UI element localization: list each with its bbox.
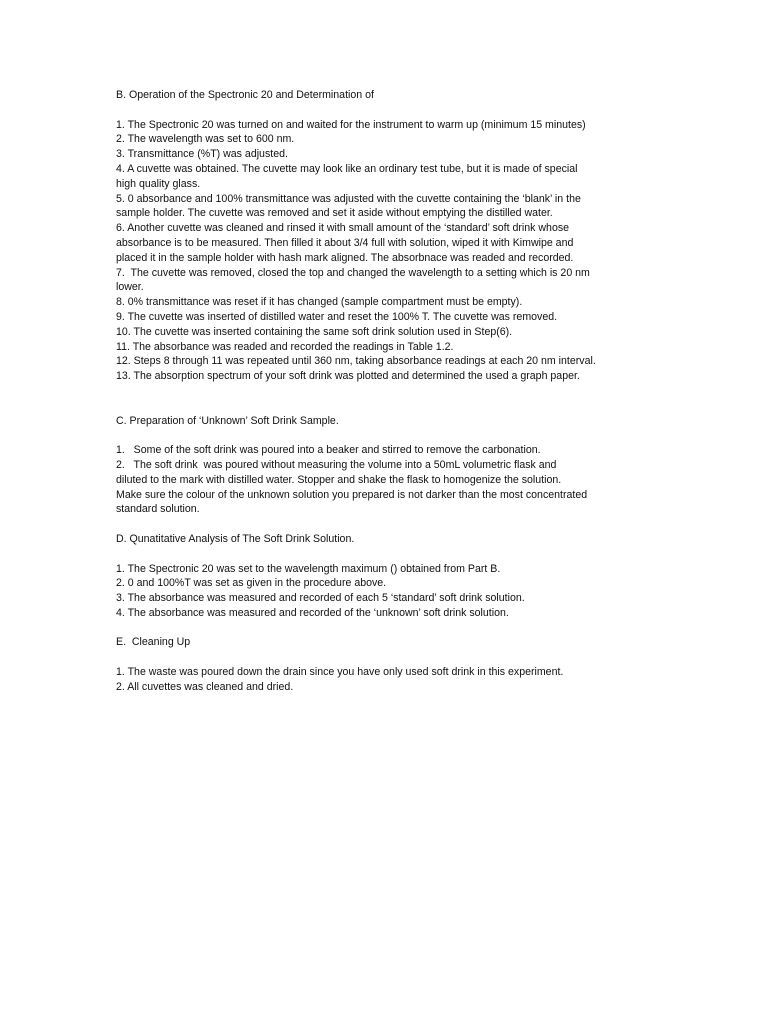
- section-b-line: 10. The cuvette was inserted containing the same soft drink solution used in Step(6).: [116, 325, 513, 338]
- spacer: [116, 621, 656, 636]
- section-c-line: standard solution.: [116, 503, 200, 516]
- section-b-line: 12. Steps 8 through 11 was repeated until 360 nm, taking absorbance readings at each 20 nm interval.: [116, 355, 596, 368]
- section-e-line: 1. The waste was poured down the drain since you have only used soft drink in this experiment.: [116, 666, 564, 679]
- section-b-heading: B. Operation of the Spectronic 20 and Determination of: [116, 89, 374, 101]
- section-b-line: 8. 0% transmittance was reset if it has changed (sample compartment must be empty).: [116, 296, 523, 309]
- spacer: [116, 428, 656, 443]
- section-c-line: 2. The soft drink was poured without measuring the volume into a 50mL volumetric flask and: [116, 458, 557, 471]
- document-page: [116, 88, 656, 695]
- section-b-line: 11. The absorbance was readed and recorded the readings in Table 1.2.: [116, 340, 454, 353]
- section-b-line: 4. A cuvette was obtained. The cuvette may look like an ordinary test tube, but it is made of special: [116, 162, 578, 175]
- section-b-line: lower.: [116, 281, 144, 294]
- section-e-heading: E. Cleaning Up: [116, 636, 191, 649]
- spacer: [116, 547, 656, 562]
- section-d-heading: D. Qunatitative Analysis of The Soft Drink Solution.: [116, 532, 355, 545]
- section-b-line: 9. The cuvette was inserted of distilled water and reset the 100% T. The cuvette was removed.: [116, 310, 558, 323]
- section-c-line: Make sure the colour of the unknown solution you prepared is not darker than the most concentrated: [116, 488, 588, 501]
- section-b-line: absorbance is to be measured. Then filled it about 3/4 full with solution, wiped it with Kimwipe and: [116, 236, 574, 249]
- spacer: [116, 384, 656, 414]
- section-b-line: 7. The cuvette was removed, closed the top and changed the wavelength to a setting which is 20 nm: [116, 266, 590, 279]
- section-b-line: sample holder. The cuvette was removed and set it aside without emptying the distilled water.: [116, 207, 553, 220]
- section-b-line: 13. The absorption spectrum of your soft drink was plotted and determined the used a graph paper.: [116, 370, 580, 383]
- section-d-line: 4. The absorbance was measured and recorded of the ‘unknown’ soft drink solution.: [116, 606, 509, 619]
- section-c-line: 1. Some of the soft drink was poured into a beaker and stirred to remove the carbonation.: [116, 444, 541, 457]
- section-e-line: 2. All cuvettes was cleaned and dried.: [116, 680, 294, 693]
- section-c-line: diluted to the mark with distilled water. Stopper and shake the flask to homogenize the solution.: [116, 473, 562, 486]
- section-b-line: 6. Another cuvette was cleaned and rinsed it with small amount of the ‘standard’ soft drink whose: [116, 222, 570, 235]
- section-b-line: placed it in the sample holder with hash mark aligned. The absorbnace was readed and recorded.: [116, 251, 574, 264]
- section-d-line: 3. The absorbance was measured and recorded of each 5 ‘standard’ soft drink solution.: [116, 592, 525, 605]
- section-b-line: 1. The Spectronic 20 was turned on and waited for the instrument to warm up (minimum 15 minutes): [116, 118, 586, 131]
- spacer: [116, 650, 656, 665]
- section-c-heading: C. Preparation of ‘Unknown’ Soft Drink Sample.: [116, 414, 339, 427]
- section-b-line: 2. The wavelength was set to 600 nm.: [116, 133, 295, 146]
- spacer: [116, 517, 656, 532]
- section-b-line: 5. 0 absorbance and 100% transmittance was adjusted with the cuvette containing the ‘blank’ in the: [116, 192, 581, 205]
- section-d-line: 2. 0 and 100%T was set as given in the procedure above.: [116, 577, 387, 590]
- section-b-line: high quality glass.: [116, 177, 201, 190]
- section-b-line: 3. Transmittance (%T) was adjusted.: [116, 148, 288, 161]
- spacer: [116, 103, 656, 118]
- section-d-line: 1. The Spectronic 20 was set to the wavelength maximum () obtained from Part B.: [116, 562, 501, 575]
